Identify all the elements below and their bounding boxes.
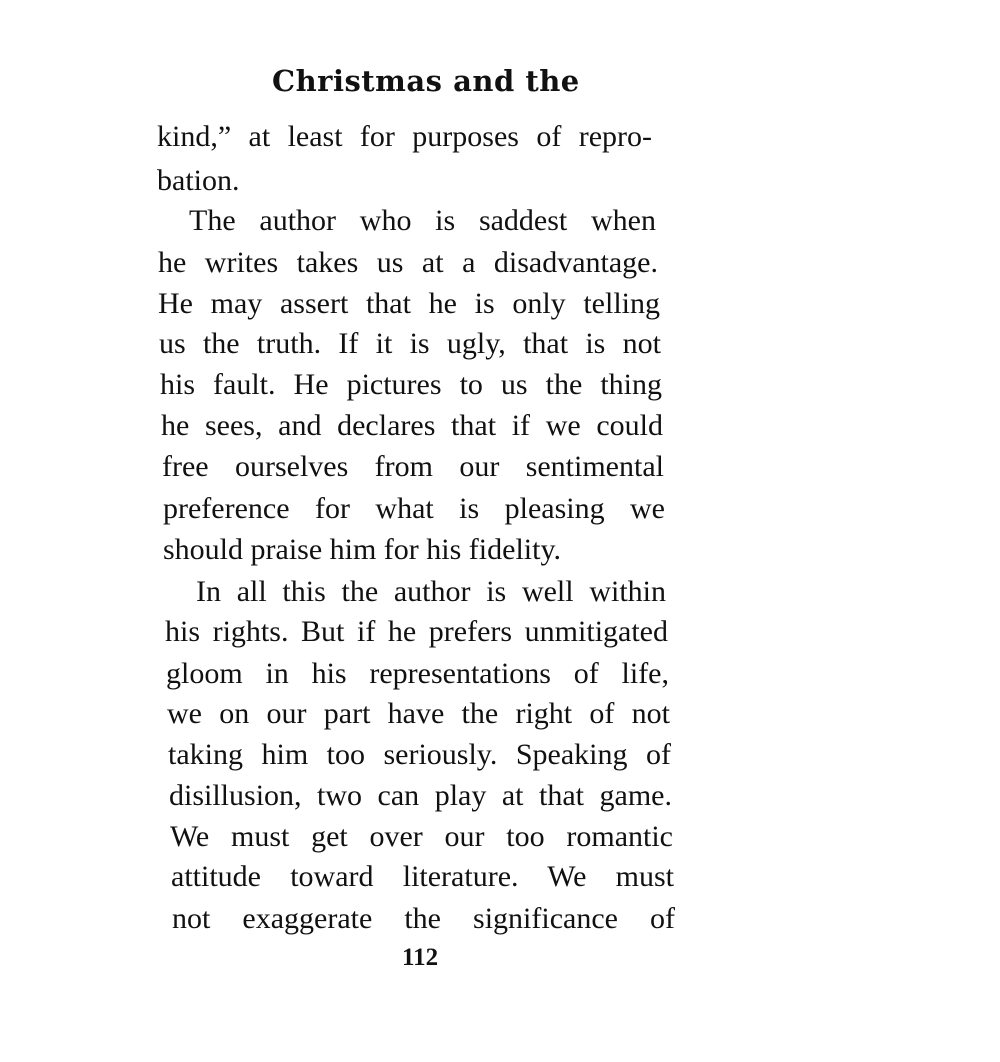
text-line: gloom in his representations of life, <box>166 657 669 690</box>
text-line: disillusion, two can play at that game. <box>169 779 672 812</box>
text-line: should praise him for his fidelity. <box>163 533 561 566</box>
text-line: his fault. He pictures to us the thing <box>160 368 662 401</box>
text-line: he sees, and declares that if we could <box>161 409 663 442</box>
page-number: 112 <box>402 944 439 971</box>
text-line: bation. <box>157 164 240 197</box>
text-line: free ourselves from our sentimental <box>162 450 664 483</box>
text-line: In all this the author is well within <box>196 575 666 608</box>
text-line: not exaggerate the significance of <box>172 902 675 935</box>
text-line: his rights. But if he prefers unmitigated <box>165 615 668 648</box>
text-line: We must get over our too romantic <box>170 820 673 853</box>
text-line: taking him too seriously. Speaking of <box>168 738 671 771</box>
text-line: we on our part have the right of not <box>167 697 670 730</box>
text-line: preference for what is pleasing we <box>163 492 665 525</box>
text-line: He may assert that he is only telling <box>158 287 660 320</box>
text-line: The author who is saddest when <box>189 204 656 237</box>
text-line: attitude toward literature. We must <box>171 860 674 893</box>
text-line: he writes takes us at a disadvantage. <box>158 246 658 279</box>
text-line: us the truth. If it is ugly, that is not <box>159 327 661 360</box>
text-line: kind,” at least for purposes of repro- <box>157 120 652 153</box>
running-head: Christmas and the <box>272 64 580 98</box>
